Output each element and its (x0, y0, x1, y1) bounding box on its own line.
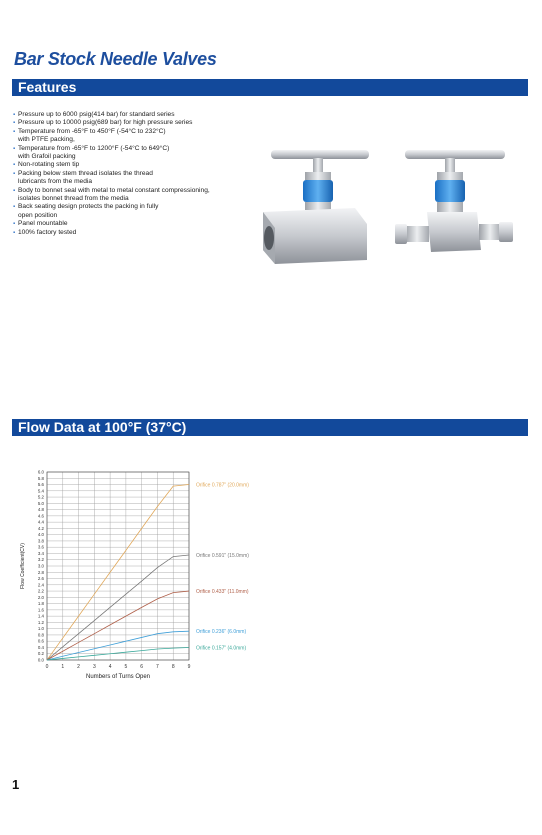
page-number: 1 (12, 777, 20, 792)
y-tick-label: 0.8 (37, 632, 44, 638)
y-tick-label: 5.0 (37, 500, 44, 506)
list-item: ▪ 100% factory tested (13, 229, 243, 237)
y-tick-label: 6.0 (37, 469, 44, 475)
x-tick-label: 6 (140, 664, 144, 670)
series-line (47, 631, 189, 660)
y-tick-label: 4.0 (37, 532, 44, 538)
x-tick-label: 7 (156, 664, 159, 670)
y-tick-label: 2.4 (37, 582, 44, 588)
series-label: Orifice 0.433" (11.0mm) (196, 588, 249, 595)
page-title: Bar Stock Needle Valves (14, 49, 217, 69)
y-tick-label: 3.6 (37, 544, 44, 550)
y-tick-label: 4.6 (37, 513, 44, 519)
x-tick-label: 8 (171, 664, 175, 670)
y-tick-label: 1.0 (37, 626, 44, 632)
features-list (13, 111, 243, 237)
list-item: ▪ Pressure up to 10000 psig(689 bar) for high pressure series (13, 119, 243, 127)
y-tick-label: 1.2 (37, 619, 44, 625)
y-tick-label: 3.4 (37, 550, 44, 556)
list-item: ▪ Panel mountable (13, 220, 243, 228)
series-label: Orifice 0.236" (6.0mm) (196, 628, 247, 635)
series-label: Orifice 0.157" (4.0mm) (196, 645, 247, 652)
y-tick-label: 4.2 (37, 525, 44, 531)
y-tick-label: 5.4 (37, 488, 44, 494)
x-tick-label: 2 (77, 664, 80, 670)
y-tick-label: 4.8 (37, 507, 44, 513)
x-tick-label: 5 (124, 664, 128, 670)
y-tick-label: 1.4 (37, 613, 44, 619)
y-tick-label: 2.6 (37, 576, 44, 582)
series-line (47, 591, 189, 660)
series-label: Orifice 0.787" (20.0mm) (196, 482, 249, 489)
y-tick-label: 3.8 (37, 538, 44, 544)
y-tick-label: 5.2 (37, 494, 44, 500)
list-item: ▪ Temperature from -65°F to 1200°F (-54°C to 649°C) with Grafoil packing (13, 145, 243, 162)
y-tick-label: 3.2 (37, 557, 44, 563)
features-heading: Features (12, 79, 528, 96)
y-tick-label: 2.8 (37, 569, 44, 575)
y-tick-label: 3.0 (37, 563, 44, 569)
y-tick-label: 4.4 (37, 519, 44, 525)
y-axis-label: Flow Coefficient(CV) (20, 543, 26, 589)
list-item: ▪ Back seating design protects the packing in fully open position (13, 203, 243, 220)
y-tick-label: 5.8 (37, 475, 44, 481)
y-tick-label: 2.2 (37, 588, 44, 594)
x-tick-label: 1 (61, 664, 65, 670)
x-tick-label: 4 (108, 664, 112, 670)
list-item: ▪ Packing below stem thread isolates the thread lubricants from the media (13, 170, 243, 187)
y-tick-label: 1.6 (37, 607, 44, 613)
y-tick-label: 5.6 (37, 482, 44, 488)
flow-chart (14, 464, 274, 694)
x-axis-label: Numbers of Turns Open (85, 674, 151, 680)
y-tick-label: 2.0 (37, 594, 44, 600)
y-tick-label: 0.0 (37, 657, 44, 663)
series-line (47, 555, 189, 660)
x-tick-label: 0 (45, 664, 49, 670)
y-tick-label: 0.4 (37, 644, 44, 650)
valve-product-photo (255, 132, 517, 280)
list-item: ▪ Non-rotating stem tip (13, 161, 243, 169)
flow-data-heading: Flow Data at 100°F (37°C) (12, 419, 528, 436)
list-item: ▪ Body to bonnet seal with metal to metal constant compressioning, isolates bonnet thread from the media (13, 187, 243, 204)
x-tick-label: 3 (92, 664, 96, 670)
x-tick-label: 9 (187, 664, 191, 670)
y-tick-label: 0.6 (37, 638, 44, 644)
valve-image-1 (263, 150, 369, 264)
list-item: ▪ Temperature from -65°F to 450°F (-54°C to 232°C) with PTFE packing, (13, 128, 243, 145)
valve-image-2 (395, 150, 513, 252)
y-tick-label: 0.2 (37, 651, 44, 657)
y-tick-label: 1.8 (37, 601, 44, 607)
series-label: Orifice 0.591" (15.0mm) (196, 552, 249, 559)
list-item: ▪ Pressure up to 6000 psig(414 bar) for standard series (13, 111, 243, 119)
